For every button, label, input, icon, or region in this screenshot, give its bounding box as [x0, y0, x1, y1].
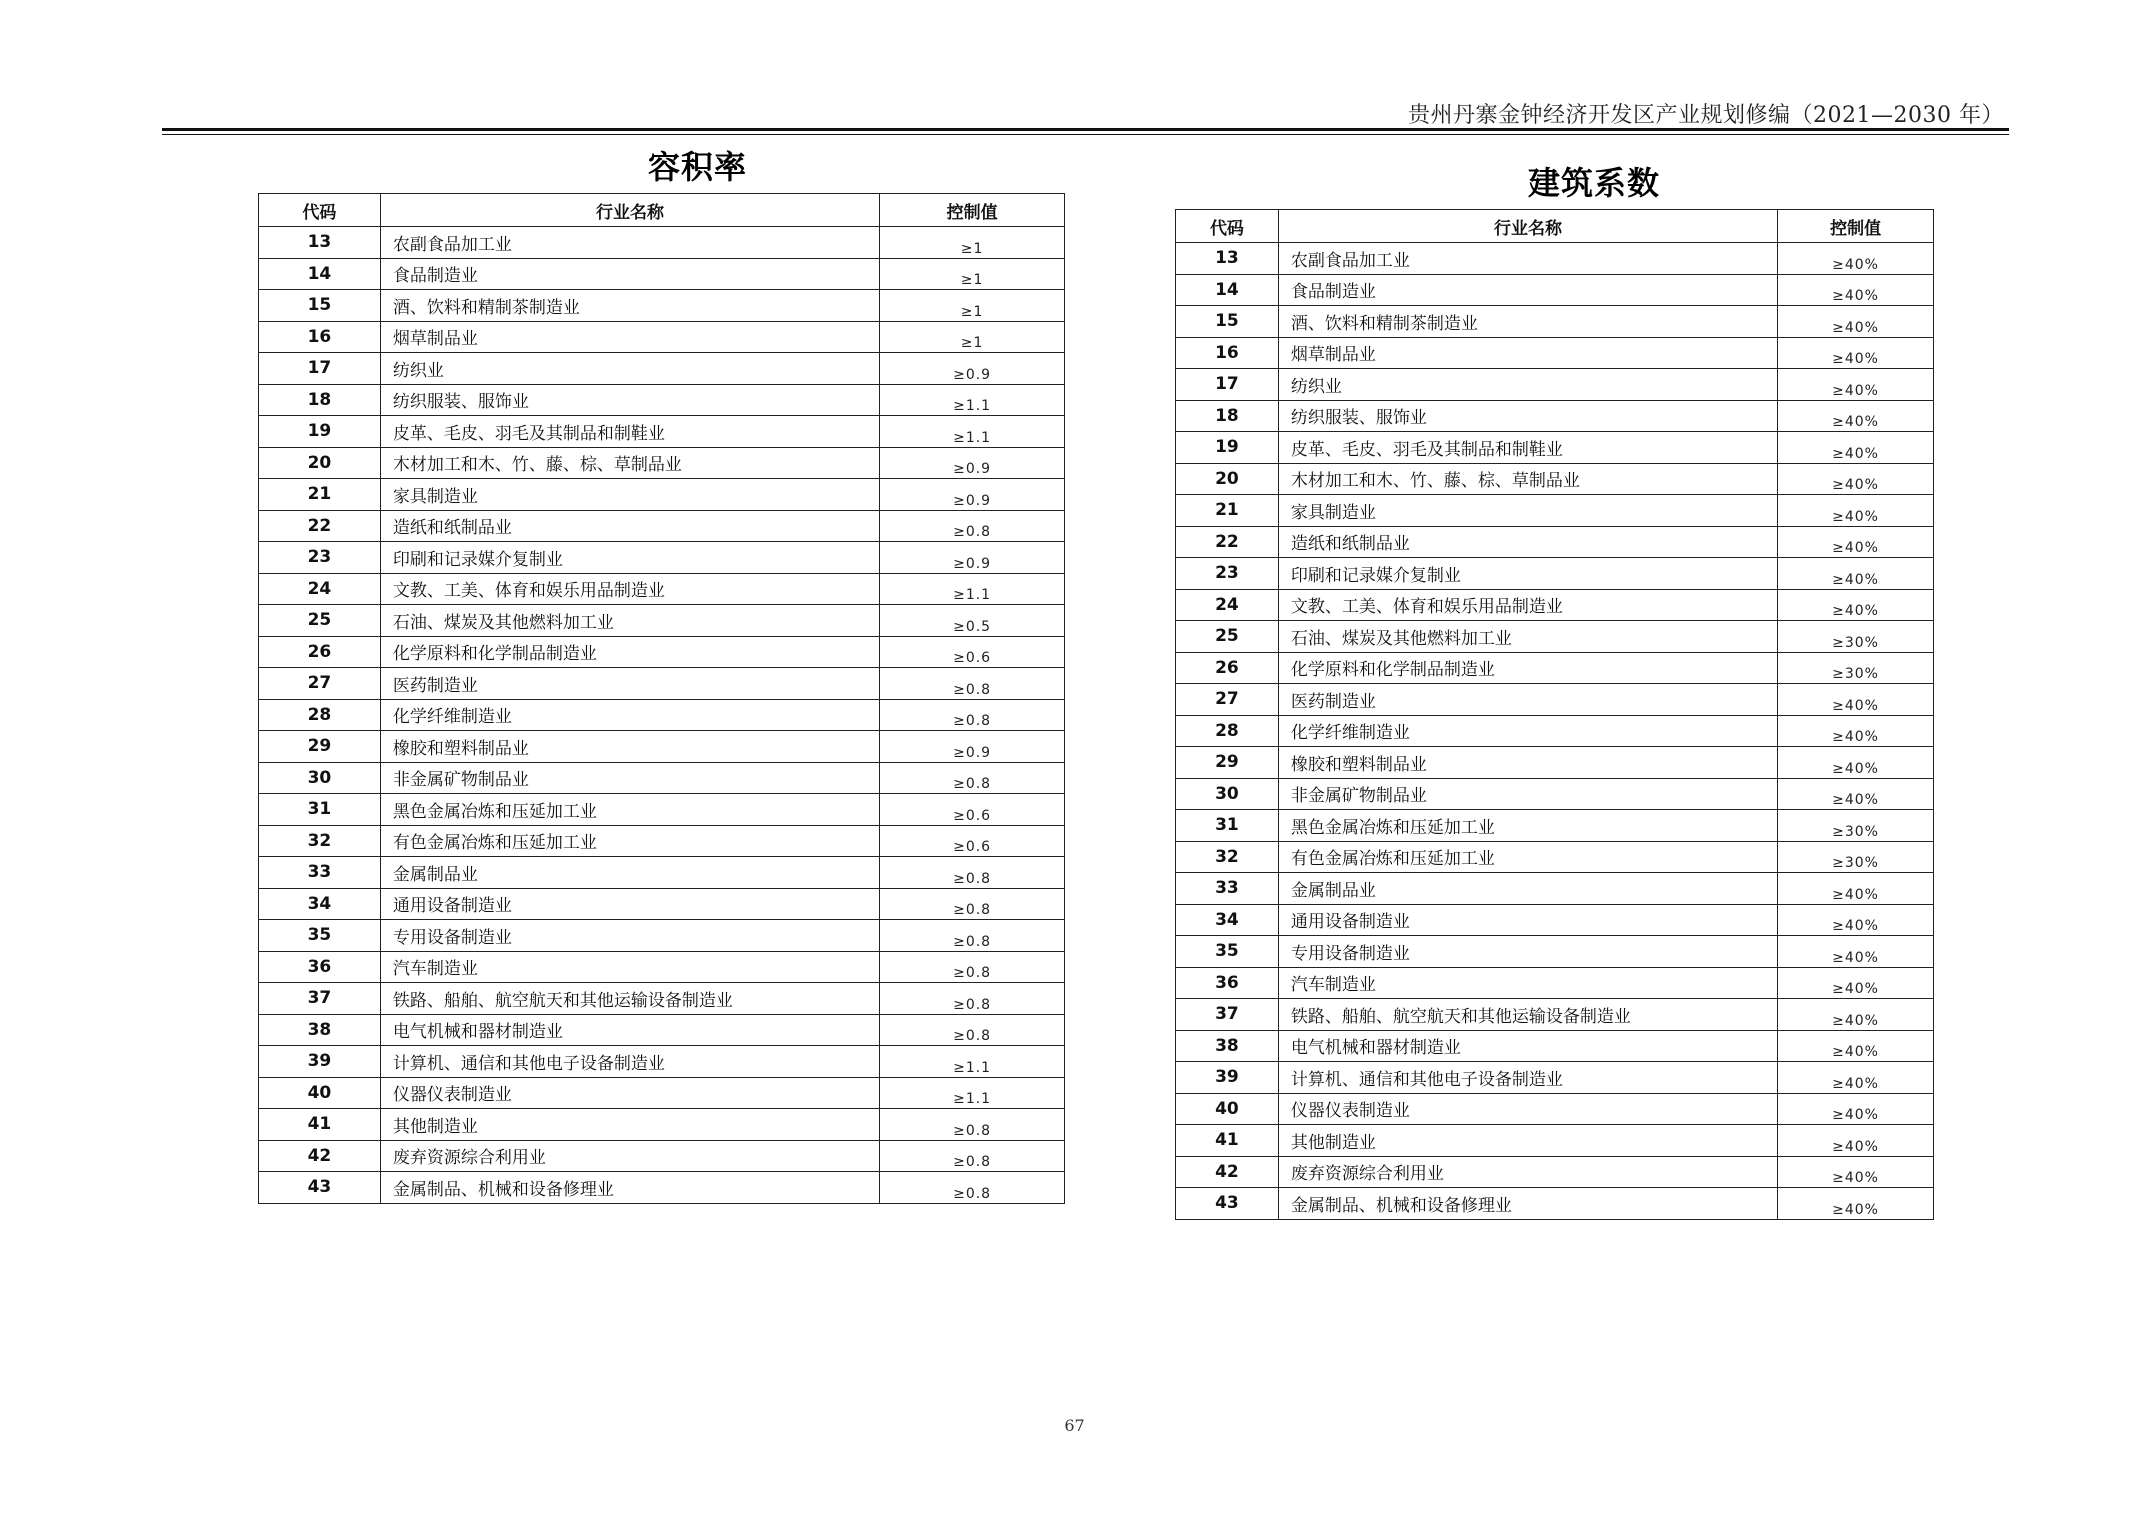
- control-value-cell: ≥0.6: [880, 794, 1065, 826]
- industry-name-cell: 有色金属冶炼和压延加工业: [380, 825, 879, 857]
- industry-code-cell: 37: [259, 983, 381, 1015]
- industry-code-cell: 27: [259, 668, 381, 700]
- column-header-industry: 行业名称: [1278, 210, 1777, 243]
- industry-code-cell: 30: [259, 762, 381, 794]
- industry-code-cell: 43: [1176, 1188, 1279, 1220]
- table-row: [259, 416, 1065, 448]
- industry-name-cell: 文教、工美、体育和娱乐用品制造业: [1278, 589, 1777, 621]
- control-value-cell: ≥0.8: [880, 888, 1065, 920]
- control-value-cell: ≥40%: [1778, 1062, 1934, 1094]
- industry-code-cell: 28: [259, 699, 381, 731]
- industry-code-cell: 18: [1176, 400, 1279, 432]
- industry-name-cell: 石油、煤炭及其他燃料加工业: [380, 605, 879, 637]
- table-row: [1176, 306, 1934, 338]
- industry-name-cell: 铁路、船舶、航空航天和其他运输设备制造业: [1278, 999, 1777, 1031]
- industry-name-cell: 黑色金属冶炼和压延加工业: [1278, 810, 1777, 842]
- control-value-cell: ≥0.6: [880, 636, 1065, 668]
- control-value-cell: ≥30%: [1778, 810, 1934, 842]
- industry-code-cell: 24: [1176, 589, 1279, 621]
- table-row: [259, 384, 1065, 416]
- control-value-cell: ≥30%: [1778, 621, 1934, 653]
- industry-name-cell: 汽车制造业: [380, 951, 879, 983]
- industry-name-cell: 印刷和记录媒介复制业: [1278, 558, 1777, 590]
- control-value-cell: ≥1.1: [880, 573, 1065, 605]
- industry-name-cell: 纺织业: [1278, 369, 1777, 401]
- industry-name-cell: 仪器仪表制造业: [380, 1077, 879, 1109]
- industry-name-cell: 专用设备制造业: [1278, 936, 1777, 968]
- industry-code-cell: 21: [259, 479, 381, 511]
- control-value-cell: ≥0.8: [880, 857, 1065, 889]
- industry-code-cell: 43: [259, 1172, 381, 1204]
- control-value-cell: ≥40%: [1778, 1030, 1934, 1062]
- table-row: [1176, 558, 1934, 590]
- industry-code-cell: 14: [259, 258, 381, 290]
- table-row: [1176, 1030, 1934, 1062]
- column-header-code: 代码: [259, 194, 381, 227]
- header-rule-thick: [162, 128, 2009, 131]
- industry-name-cell: 造纸和纸制品业: [380, 510, 879, 542]
- table-row: [259, 290, 1065, 322]
- industry-code-cell: 17: [1176, 369, 1279, 401]
- control-value-cell: ≥1.1: [880, 1077, 1065, 1109]
- control-value-cell: ≥0.8: [880, 920, 1065, 952]
- industry-name-cell: 金属制品业: [380, 857, 879, 889]
- industry-code-cell: 33: [1176, 873, 1279, 905]
- control-value-cell: ≥0.9: [880, 447, 1065, 479]
- industry-name-cell: 化学原料和化学制品制造业: [1278, 652, 1777, 684]
- table-row: [1176, 1188, 1934, 1220]
- industry-name-cell: 有色金属冶炼和压延加工业: [1278, 841, 1777, 873]
- control-value-cell: ≥0.8: [880, 951, 1065, 983]
- table-row: [259, 510, 1065, 542]
- industry-code-cell: 25: [259, 605, 381, 637]
- control-value-cell: ≥1: [880, 258, 1065, 290]
- table-row: [1176, 778, 1934, 810]
- industry-name-cell: 食品制造业: [1278, 274, 1777, 306]
- industry-name-cell: 化学纤维制造业: [380, 699, 879, 731]
- industry-name-cell: 医药制造业: [380, 668, 879, 700]
- document-header-title: 贵州丹寨金钟经济开发区产业规划修编（2021—2030 年）: [1408, 103, 2004, 128]
- industry-code-cell: 35: [259, 920, 381, 952]
- industry-code-cell: 42: [1176, 1156, 1279, 1188]
- table-row: [259, 479, 1065, 511]
- industry-code-cell: 34: [259, 888, 381, 920]
- industry-name-cell: 纺织服装、服饰业: [1278, 400, 1777, 432]
- control-value-cell: ≥0.8: [880, 1172, 1065, 1204]
- table-row: [259, 1046, 1065, 1078]
- table-row: [259, 699, 1065, 731]
- industry-name-cell: 木材加工和木、竹、藤、棕、草制品业: [1278, 463, 1777, 495]
- control-value-cell: ≥40%: [1778, 306, 1934, 338]
- table-row: [259, 920, 1065, 952]
- table-row: [259, 1077, 1065, 1109]
- table-row: [1176, 400, 1934, 432]
- control-value-cell: ≥1: [880, 290, 1065, 322]
- control-value-cell: ≥40%: [1778, 1188, 1934, 1220]
- industry-name-cell: 废弃资源综合利用业: [1278, 1156, 1777, 1188]
- industry-name-cell: 化学纤维制造业: [1278, 715, 1777, 747]
- control-value-cell: ≥40%: [1778, 778, 1934, 810]
- control-value-cell: ≥0.8: [880, 1140, 1065, 1172]
- control-value-cell: ≥40%: [1778, 1125, 1934, 1157]
- industry-code-cell: 34: [1176, 904, 1279, 936]
- table-row: [259, 1172, 1065, 1204]
- table-row: [259, 762, 1065, 794]
- industry-code-cell: 26: [1176, 652, 1279, 684]
- industry-code-cell: 41: [1176, 1125, 1279, 1157]
- table-row: [259, 951, 1065, 983]
- industry-code-cell: 20: [1176, 463, 1279, 495]
- industry-code-cell: 32: [1176, 841, 1279, 873]
- industry-code-cell: 23: [259, 542, 381, 574]
- industry-name-cell: 印刷和记录媒介复制业: [380, 542, 879, 574]
- industry-code-cell: 15: [1176, 306, 1279, 338]
- industry-code-cell: 41: [259, 1109, 381, 1141]
- table-row: [1176, 904, 1934, 936]
- industry-code-cell: 39: [1176, 1062, 1279, 1094]
- table-row: [1176, 369, 1934, 401]
- table-row: [259, 605, 1065, 637]
- industry-code-cell: 22: [1176, 526, 1279, 558]
- industry-code-cell: 18: [259, 384, 381, 416]
- control-value-cell: ≥40%: [1778, 495, 1934, 527]
- industry-name-cell: 非金属矿物制品业: [1278, 778, 1777, 810]
- control-value-cell: ≥40%: [1778, 967, 1934, 999]
- industry-code-cell: 26: [259, 636, 381, 668]
- industry-name-cell: 仪器仪表制造业: [1278, 1093, 1777, 1125]
- industry-name-cell: 家具制造业: [1278, 495, 1777, 527]
- page-number: 67: [1064, 1416, 1085, 1435]
- industry-name-cell: 烟草制品业: [380, 321, 879, 353]
- table-row: [1176, 526, 1934, 558]
- industry-name-cell: 食品制造业: [380, 258, 879, 290]
- control-value-cell: ≥40%: [1778, 747, 1934, 779]
- control-value-cell: ≥0.9: [880, 353, 1065, 385]
- building-coverage-table-title: 建筑系数: [1528, 164, 1661, 202]
- industry-name-cell: 计算机、通信和其他电子设备制造业: [380, 1046, 879, 1078]
- control-value-cell: ≥1.1: [880, 416, 1065, 448]
- plot-ratio-table: [258, 193, 1065, 1204]
- industry-code-cell: 39: [259, 1046, 381, 1078]
- industry-name-cell: 金属制品业: [1278, 873, 1777, 905]
- control-value-cell: ≥40%: [1778, 463, 1934, 495]
- industry-name-cell: 汽车制造业: [1278, 967, 1777, 999]
- industry-code-cell: 20: [259, 447, 381, 479]
- industry-name-cell: 通用设备制造业: [380, 888, 879, 920]
- control-value-cell: ≥40%: [1778, 400, 1934, 432]
- control-value-cell: ≥40%: [1778, 589, 1934, 621]
- building-coverage-table: [1175, 209, 1934, 1220]
- column-header-code: 代码: [1176, 210, 1279, 243]
- control-value-cell: ≥40%: [1778, 558, 1934, 590]
- column-header-industry: 行业名称: [380, 194, 879, 227]
- industry-code-cell: 16: [259, 321, 381, 353]
- industry-name-cell: 家具制造业: [380, 479, 879, 511]
- industry-name-cell: 皮革、毛皮、羽毛及其制品和制鞋业: [1278, 432, 1777, 464]
- control-value-cell: ≥40%: [1778, 873, 1934, 905]
- control-value-cell: ≥40%: [1778, 684, 1934, 716]
- control-value-cell: ≥40%: [1778, 715, 1934, 747]
- table-row: [259, 353, 1065, 385]
- table-row: [1176, 274, 1934, 306]
- control-value-cell: ≥0.8: [880, 668, 1065, 700]
- industry-code-cell: 29: [1176, 747, 1279, 779]
- industry-code-cell: 36: [1176, 967, 1279, 999]
- industry-name-cell: 铁路、船舶、航空航天和其他运输设备制造业: [380, 983, 879, 1015]
- industry-code-cell: 22: [259, 510, 381, 542]
- industry-name-cell: 电气机械和器材制造业: [380, 1014, 879, 1046]
- industry-code-cell: 38: [1176, 1030, 1279, 1062]
- table-row: [1176, 873, 1934, 905]
- industry-name-cell: 农副食品加工业: [380, 227, 879, 259]
- table-row: [1176, 1125, 1934, 1157]
- table-row: [1176, 747, 1934, 779]
- table-header-row: [1176, 210, 1934, 243]
- industry-code-cell: 36: [259, 951, 381, 983]
- industry-name-cell: 农副食品加工业: [1278, 243, 1777, 275]
- table-row: [1176, 243, 1934, 275]
- table-row: [259, 542, 1065, 574]
- table-row: [1176, 684, 1934, 716]
- table-header-row: [259, 194, 1065, 227]
- industry-name-cell: 造纸和纸制品业: [1278, 526, 1777, 558]
- industry-name-cell: 纺织业: [380, 353, 879, 385]
- industry-code-cell: 42: [259, 1140, 381, 1172]
- table-row: [1176, 841, 1934, 873]
- control-value-cell: ≥0.8: [880, 699, 1065, 731]
- control-value-cell: ≥0.5: [880, 605, 1065, 637]
- plot-ratio-table-title: 容积率: [648, 148, 748, 186]
- industry-code-cell: 15: [259, 290, 381, 322]
- industry-code-cell: 13: [259, 227, 381, 259]
- table-row: [259, 825, 1065, 857]
- industry-name-cell: 专用设备制造业: [380, 920, 879, 952]
- table-row: [1176, 936, 1934, 968]
- control-value-cell: ≥40%: [1778, 369, 1934, 401]
- industry-name-cell: 酒、饮料和精制茶制造业: [1278, 306, 1777, 338]
- industry-name-cell: 黑色金属冶炼和压延加工业: [380, 794, 879, 826]
- control-value-cell: ≥0.9: [880, 731, 1065, 763]
- control-value-cell: ≥0.8: [880, 1014, 1065, 1046]
- control-value-cell: ≥1.1: [880, 384, 1065, 416]
- industry-code-cell: 19: [259, 416, 381, 448]
- table-row: [259, 321, 1065, 353]
- control-value-cell: ≥30%: [1778, 652, 1934, 684]
- control-value-cell: ≥1: [880, 227, 1065, 259]
- industry-code-cell: 37: [1176, 999, 1279, 1031]
- column-header-control-value: 控制值: [1778, 210, 1934, 243]
- table-row: [1176, 621, 1934, 653]
- building-coverage-table-body: [1176, 243, 1934, 1220]
- industry-code-cell: 32: [259, 825, 381, 857]
- table-row: [1176, 652, 1934, 684]
- control-value-cell: ≥40%: [1778, 432, 1934, 464]
- table-row: [259, 227, 1065, 259]
- table-row: [1176, 1093, 1934, 1125]
- table-row: [1176, 810, 1934, 842]
- table-row: [259, 1109, 1065, 1141]
- industry-name-cell: 计算机、通信和其他电子设备制造业: [1278, 1062, 1777, 1094]
- industry-name-cell: 皮革、毛皮、羽毛及其制品和制鞋业: [380, 416, 879, 448]
- industry-name-cell: 医药制造业: [1278, 684, 1777, 716]
- control-value-cell: ≥1: [880, 321, 1065, 353]
- industry-name-cell: 橡胶和塑料制品业: [1278, 747, 1777, 779]
- control-value-cell: ≥40%: [1778, 1093, 1934, 1125]
- industry-code-cell: 29: [259, 731, 381, 763]
- table-row: [1176, 463, 1934, 495]
- control-value-cell: ≥0.8: [880, 762, 1065, 794]
- industry-code-cell: 24: [259, 573, 381, 605]
- industry-name-cell: 通用设备制造业: [1278, 904, 1777, 936]
- industry-code-cell: 28: [1176, 715, 1279, 747]
- industry-name-cell: 橡胶和塑料制品业: [380, 731, 879, 763]
- industry-name-cell: 金属制品、机械和设备修理业: [380, 1172, 879, 1204]
- industry-name-cell: 非金属矿物制品业: [380, 762, 879, 794]
- industry-code-cell: 14: [1176, 274, 1279, 306]
- control-value-cell: ≥40%: [1778, 1156, 1934, 1188]
- table-row: [1176, 715, 1934, 747]
- industry-code-cell: 31: [259, 794, 381, 826]
- control-value-cell: ≥40%: [1778, 243, 1934, 275]
- industry-name-cell: 纺织服装、服饰业: [380, 384, 879, 416]
- control-value-cell: ≥40%: [1778, 526, 1934, 558]
- industry-name-cell: 其他制造业: [380, 1109, 879, 1141]
- industry-code-cell: 19: [1176, 432, 1279, 464]
- table-row: [259, 1140, 1065, 1172]
- industry-name-cell: 文教、工美、体育和娱乐用品制造业: [380, 573, 879, 605]
- plot-ratio-table-body: [259, 227, 1065, 1204]
- industry-code-cell: 30: [1176, 778, 1279, 810]
- industry-name-cell: 烟草制品业: [1278, 337, 1777, 369]
- control-value-cell: ≥0.8: [880, 983, 1065, 1015]
- industry-name-cell: 化学原料和化学制品制造业: [380, 636, 879, 668]
- control-value-cell: ≥0.9: [880, 542, 1065, 574]
- control-value-cell: ≥0.6: [880, 825, 1065, 857]
- table-row: [1176, 1062, 1934, 1094]
- table-row: [259, 258, 1065, 290]
- industry-code-cell: 40: [259, 1077, 381, 1109]
- control-value-cell: ≥30%: [1778, 841, 1934, 873]
- table-row: [259, 794, 1065, 826]
- industry-code-cell: 17: [259, 353, 381, 385]
- industry-code-cell: 35: [1176, 936, 1279, 968]
- control-value-cell: ≥1.1: [880, 1046, 1065, 1078]
- control-value-cell: ≥0.9: [880, 479, 1065, 511]
- table-row: [259, 636, 1065, 668]
- industry-code-cell: 16: [1176, 337, 1279, 369]
- industry-name-cell: 电气机械和器材制造业: [1278, 1030, 1777, 1062]
- column-header-control-value: 控制值: [880, 194, 1065, 227]
- industry-name-cell: 木材加工和木、竹、藤、棕、草制品业: [380, 447, 879, 479]
- industry-code-cell: 23: [1176, 558, 1279, 590]
- control-value-cell: ≥0.8: [880, 510, 1065, 542]
- header-rule-thin: [162, 134, 2009, 135]
- industry-code-cell: 40: [1176, 1093, 1279, 1125]
- table-row: [1176, 1156, 1934, 1188]
- table-row: [259, 1014, 1065, 1046]
- table-row: [1176, 589, 1934, 621]
- industry-name-cell: 金属制品、机械和设备修理业: [1278, 1188, 1777, 1220]
- table-row: [259, 447, 1065, 479]
- industry-name-cell: 酒、饮料和精制茶制造业: [380, 290, 879, 322]
- table-row: [259, 888, 1065, 920]
- control-value-cell: ≥40%: [1778, 999, 1934, 1031]
- table-row: [259, 573, 1065, 605]
- control-value-cell: ≥40%: [1778, 337, 1934, 369]
- industry-code-cell: 13: [1176, 243, 1279, 275]
- industry-code-cell: 25: [1176, 621, 1279, 653]
- control-value-cell: ≥40%: [1778, 904, 1934, 936]
- industry-name-cell: 其他制造业: [1278, 1125, 1777, 1157]
- table-row: [1176, 337, 1934, 369]
- industry-code-cell: 21: [1176, 495, 1279, 527]
- table-row: [1176, 432, 1934, 464]
- table-row: [259, 668, 1065, 700]
- table-row: [1176, 967, 1934, 999]
- table-row: [259, 731, 1065, 763]
- table-row: [259, 983, 1065, 1015]
- industry-code-cell: 27: [1176, 684, 1279, 716]
- table-row: [1176, 495, 1934, 527]
- industry-name-cell: 废弃资源综合利用业: [380, 1140, 879, 1172]
- table-row: [1176, 999, 1934, 1031]
- industry-name-cell: 石油、煤炭及其他燃料加工业: [1278, 621, 1777, 653]
- industry-code-cell: 31: [1176, 810, 1279, 842]
- control-value-cell: ≥40%: [1778, 274, 1934, 306]
- control-value-cell: ≥40%: [1778, 936, 1934, 968]
- industry-code-cell: 38: [259, 1014, 381, 1046]
- industry-code-cell: 33: [259, 857, 381, 889]
- table-row: [259, 857, 1065, 889]
- control-value-cell: ≥0.8: [880, 1109, 1065, 1141]
